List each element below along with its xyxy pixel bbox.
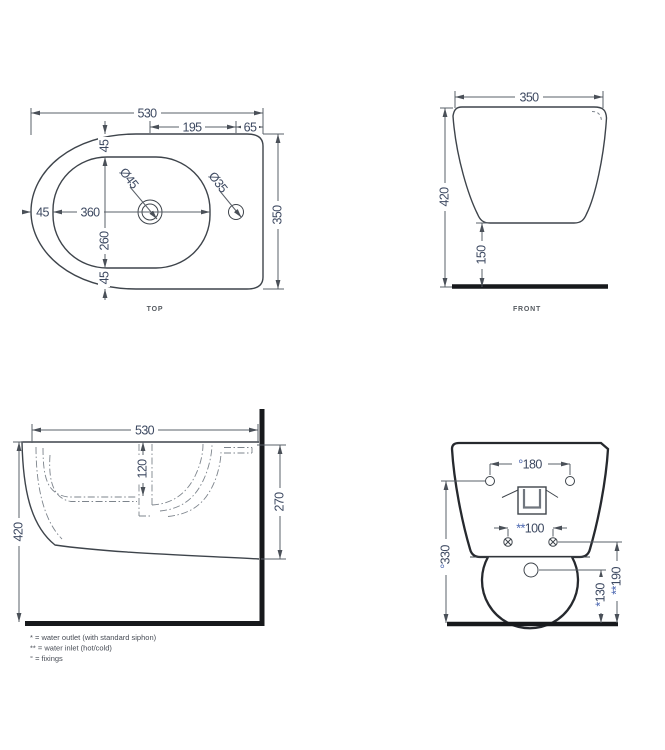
footnote-water-inlet: ** = water inlet (hot/cold) bbox=[30, 643, 112, 653]
dim-label-420-front: 420 bbox=[437, 187, 452, 207]
dim-label-45-top: 45 bbox=[97, 139, 112, 153]
caption-front-view: FRONT bbox=[512, 306, 542, 313]
dim-label-195: 195 bbox=[182, 120, 202, 135]
dim-label-350-front: 350 bbox=[519, 90, 539, 105]
back-recess-arch bbox=[482, 557, 578, 628]
dim-label-350-top: 350 bbox=[270, 205, 285, 225]
dim-bowl-depth-120 bbox=[136, 442, 150, 496]
dim-label-530-top: 530 bbox=[137, 106, 157, 121]
overflow-box-inner bbox=[524, 489, 540, 508]
dim-width-350-front bbox=[455, 91, 603, 109]
dim-label-190: **190 bbox=[609, 567, 624, 595]
dim-height-420-front bbox=[438, 108, 454, 287]
dim-tap-to-edge-65 bbox=[236, 121, 263, 135]
dim-label-45-left: 45 bbox=[36, 205, 49, 220]
footnote-fixings: ° = fixings bbox=[30, 654, 63, 663]
dim-label-65: 65 bbox=[243, 120, 257, 135]
footnotes bbox=[30, 633, 157, 663]
dim-label-130: *130 bbox=[593, 583, 608, 607]
dim-label-180: °180 bbox=[518, 457, 542, 472]
dim-label-dia35: Ø35 bbox=[205, 169, 231, 196]
dim-label-420-side: 420 bbox=[11, 522, 26, 542]
front-view bbox=[438, 91, 609, 314]
dim-label-260: 260 bbox=[97, 231, 112, 251]
dim-clearance-150 bbox=[475, 223, 489, 287]
dim-length-530-side bbox=[32, 424, 258, 444]
drain-diameter-callout bbox=[117, 165, 157, 219]
top-view bbox=[22, 107, 285, 314]
dim-label-530-side: 530 bbox=[134, 423, 155, 438]
body-outline-front bbox=[453, 107, 607, 223]
dim-label-270: 270 bbox=[272, 492, 287, 512]
back-view bbox=[439, 443, 624, 628]
dim-bowl-length-360 bbox=[22, 206, 210, 220]
footnote-water-outlet: * = water outlet (with standard siphon) bbox=[30, 633, 157, 642]
side-view bbox=[12, 409, 287, 626]
caption-top-view: TOP bbox=[146, 306, 164, 313]
dim-label-120: 120 bbox=[135, 459, 150, 479]
tap-diameter-callout bbox=[206, 169, 242, 217]
rim-inner-hint bbox=[592, 112, 602, 122]
dim-overall-width-350-top bbox=[263, 134, 285, 289]
dim-label-45-bottom: 45 bbox=[97, 271, 112, 285]
dim-label-360: 360 bbox=[80, 205, 100, 220]
dim-label-100: **100 bbox=[516, 521, 544, 536]
dim-label-150: 150 bbox=[474, 245, 489, 265]
dim-label-330: °330 bbox=[438, 545, 453, 569]
dim-label-dia45: Ø45 bbox=[116, 165, 142, 192]
dim-overall-length-530 bbox=[31, 107, 263, 136]
dim-drain-to-tap-195 bbox=[150, 121, 236, 135]
